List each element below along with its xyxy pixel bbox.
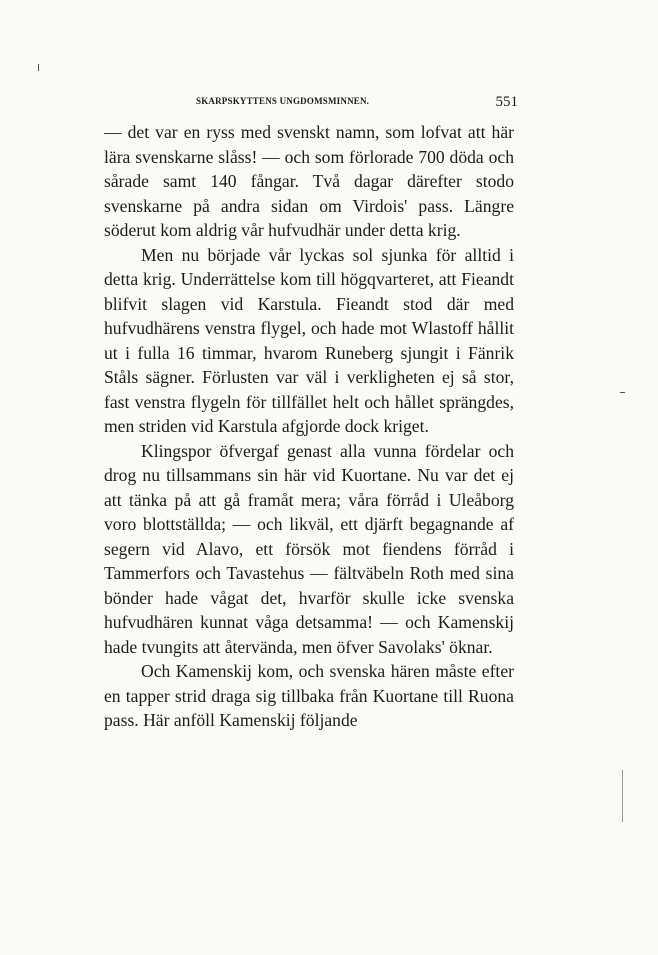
- page-number: 551: [495, 94, 518, 110]
- paragraph-4: Och Kamenskij kom, och svenska hären måste efter en tapper strid draga sig tillbaka från Kuortane till Ruona pass. Här anföll Kamenskij följande: [104, 661, 514, 730]
- body-text: [104, 120, 514, 733]
- running-title: SKARPSKYTTENS UNGDOMSMINNEN.: [196, 96, 370, 106]
- paragraph-2: Men nu började vår lyckas sol sjunka för alltid i detta krig. Underrättelse kom till högqvarteret, att Fieandt blifvit slagen vid Karstula. Fieandt stod där med hufvudhärens venstra flygel, och hade mot Wlastoff hållit ut i fulla 16 timmar, hvarom Runeberg sjungit i Fänrik Ståls sägner. Förlusten var väl i verkligheten ej så stor, fast venstra flygeln för tillfället helt och hållet sprängdes, men striden vid Karstula afgjorde dock kriget.: [104, 244, 514, 436]
- margin-mark-left: [38, 64, 39, 71]
- paragraph-1: — det var en ryss med svenskt namn, som lofvat att här lära svenskarne slåss! — och som förlorade 700 döda och sårade samt 140 fångar. Två dagar därefter stodo svenskarne på andra sidan om Virdois' pass. Längre söderut kom aldrig vår hufvudhär under detta krig.: [104, 122, 514, 240]
- margin-mark-right: [620, 392, 625, 393]
- paragraph-3: Klingspor öfvergaf genast alla vunna fördelar och drog nu tillsammans sin här vid Kuortane. Nu var det ej att tänka på att gå framåt mera; våra förråd i Uleåborg voro blottställda; — och likväl, ett djärft begagnande af segern vid Alavo, ett försök mot fiendens förråd i Tammerfors och Tavastehus — fältväbeln Roth med sina bönder hade vågat det, hvarför skulle icke svenska hufvudhären kunnat våga detsamma! — och Kamenskij hade tvungits att återvända, men öfver Savolaks' öknar.: [104, 440, 514, 657]
- margin-mark-right-lower: [622, 770, 623, 822]
- page-header: [104, 94, 524, 114]
